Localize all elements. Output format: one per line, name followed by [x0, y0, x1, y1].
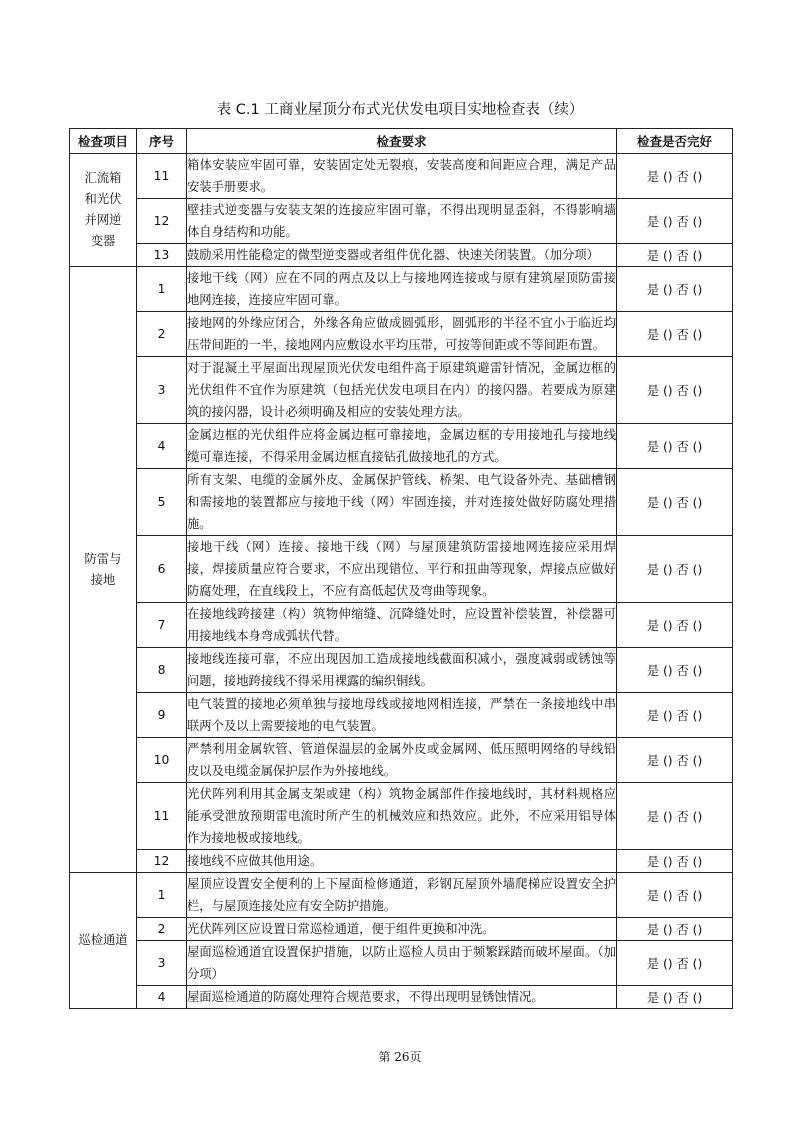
table-row [70, 918, 733, 941]
check-result: 是 () 否 () [617, 918, 733, 941]
requirement-text: 屋顶应设置安全便利的上下屋面检修通道，彩钢瓦屋顶外墙爬梯应设置安全护栏，与屋顶连接处应有安全防护措施。 [187, 873, 617, 918]
row-number: 1 [137, 873, 187, 918]
requirement-text: 壁挂式逆变器与安装支架的连接应牢固可靠，不得出现明显歪斜，不得影响墙体自身结构和功能。 [187, 199, 617, 244]
requirement-text: 接地干线（网）连接、接地干线（网）与屋顶建筑防雷接地网连接应采用焊接，焊接质量应符合要求，不应出现错位、平行和扭曲等现象，焊接点应做好防腐处理，在直线段上，不应有高低起伏及弯曲等现象。 [187, 536, 617, 603]
header-no: 序号 [137, 129, 187, 154]
table-header-row [70, 129, 733, 154]
check-result: 是 () 否 () [617, 693, 733, 738]
row-number: 8 [137, 648, 187, 693]
check-result: 是 () 否 () [617, 244, 733, 267]
requirement-text: 严禁利用金属软管、管道保温层的金属外皮或金属网、低压照明网络的导线铅皮以及电缆金属保护层作为外接地线。 [187, 738, 617, 783]
requirement-text: 接地线连接可靠，不应出现因加工造成接地线截面积减小，强度减弱或锈蚀等问题，接地跨接线不得采用裸露的编织铜线。 [187, 648, 617, 693]
category-label: 汇流箱和光伏并网逆变器 [84, 171, 122, 248]
table-row [70, 312, 733, 357]
check-result: 是 () 否 () [617, 199, 733, 244]
check-result: 是 () 否 () [617, 357, 733, 424]
table-row [70, 738, 733, 783]
table-row [70, 693, 733, 738]
requirement-text: 鼓励采用性能稳定的微型逆变器或者组件优化器、快速关闭装置。（加分项） [187, 244, 617, 267]
requirement-text: 所有支架、电缆的金属外皮、金属保护管线、桥架、电气设备外壳、基础槽钢和需接地的装置都应与接地干线（网）牢固连接，并对连接处做好防腐处理措施。 [187, 469, 617, 536]
requirement-text: 电气装置的接地必须单独与接地母线或接地网相连接，严禁在一条接地线中串联两个及以上需要接地的电气装置。 [187, 693, 617, 738]
table-row [70, 357, 733, 424]
requirement-text: 对于混凝土平屋面出现屋顶光伏发电组件高于原建筑避雷针情况，金属边框的光伏组件不宜作为原建筑（包括光伏发电项目在内）的接闪器。若要成为原建筑的接闪器，设计必须明确及相应的安装处理方法。 [187, 357, 617, 424]
requirement-text: 光伏阵列利用其金属支架或建（构）筑物金属部件作接地线时，其材料规格应能承受泄放预期雷电流时所产生的机械效应和热效应。此外，不应采用铝导体作为接地极或接地线。 [187, 783, 617, 850]
check-result: 是 () 否 () [617, 783, 733, 850]
requirement-text: 屋面巡检通道的防腐处理符合规范要求，不得出现明显锈蚀情况。 [187, 986, 617, 1009]
check-result: 是 () 否 () [617, 536, 733, 603]
row-number: 9 [137, 693, 187, 738]
header-item: 检查项目 [70, 129, 137, 154]
table-row [70, 648, 733, 693]
category-label: 防雷与接地 [84, 551, 122, 587]
check-result: 是 () 否 () [617, 941, 733, 986]
row-number: 11 [137, 783, 187, 850]
check-result: 是 () 否 () [617, 154, 733, 199]
row-number: 3 [137, 357, 187, 424]
check-result: 是 () 否 () [617, 648, 733, 693]
requirement-text: 在接地线跨接建（构）筑物伸缩缝、沉降缝处时，应设置补偿装置，补偿器可用接地线本身弯成弧状代替。 [187, 603, 617, 648]
row-number: 3 [137, 941, 187, 986]
row-number: 12 [137, 850, 187, 873]
header-result: 检查是否完好 [617, 129, 733, 154]
row-number: 7 [137, 603, 187, 648]
row-number: 10 [137, 738, 187, 783]
table-row [70, 783, 733, 850]
category-label: 巡检通道 [78, 933, 128, 947]
check-result: 是 () 否 () [617, 738, 733, 783]
row-number: 11 [137, 154, 187, 199]
page-number: 第 26页 [378, 1050, 422, 1064]
check-result: 是 () 否 () [617, 873, 733, 918]
header-requirement: 检查要求 [187, 129, 617, 154]
table-row [70, 267, 733, 312]
category-cell [70, 873, 137, 1009]
row-number: 2 [137, 918, 187, 941]
requirement-text: 金属边框的光伏组件应将金属边框可靠接地，金属边框的专用接地孔与接地线缆可靠连接，不得采用金属边框直接钻孔做接地孔的方式。 [187, 424, 617, 469]
row-number: 2 [137, 312, 187, 357]
table-row [70, 603, 733, 648]
table-row [70, 850, 733, 873]
table-title: 表 C.1 工商业屋顶分布式光伏发电项目实地检查表（续） [216, 102, 584, 118]
table-row [70, 154, 733, 199]
row-number: 5 [137, 469, 187, 536]
requirement-text: 接地线不应做其他用途。 [187, 850, 617, 873]
check-result: 是 () 否 () [617, 850, 733, 873]
table-row [70, 469, 733, 536]
check-result: 是 () 否 () [617, 312, 733, 357]
check-result: 是 () 否 () [617, 424, 733, 469]
table-row [70, 941, 733, 986]
row-number: 6 [137, 536, 187, 603]
table-row [70, 244, 733, 267]
row-number: 4 [137, 424, 187, 469]
row-number: 4 [137, 986, 187, 1009]
requirement-text: 接地网的外缘应闭合，外缘各角应做成圆弧形，圆弧形的半径不宜小于临近均压带间距的一半，接地网内应敷设水平均压带，可按等间距或不等间距布置。 [187, 312, 617, 357]
table-row [70, 986, 733, 1009]
table-row [70, 199, 733, 244]
check-result: 是 () 否 () [617, 986, 733, 1009]
table-row [70, 873, 733, 918]
row-number: 13 [137, 244, 187, 267]
table-row [70, 536, 733, 603]
category-cell [70, 154, 137, 267]
requirement-text: 箱体安装应牢固可靠，安装固定处无裂痕，安装高度和间距应合理，满足产品安装手册要求。 [187, 154, 617, 199]
requirement-text: 接地干线（网）应在不同的两点及以上与接地网连接或与原有建筑屋顶防雷接地网连接，连接应牢固可靠。 [187, 267, 617, 312]
table-row [70, 424, 733, 469]
check-result: 是 () 否 () [617, 469, 733, 536]
row-number: 12 [137, 199, 187, 244]
check-result: 是 () 否 () [617, 603, 733, 648]
category-cell [70, 267, 137, 873]
requirement-text: 屋面巡检通道宜设置保护措施，以防止巡检人员由于频繁踩踏而破坏屋面。（加分项） [187, 941, 617, 986]
requirement-text: 光伏阵列区应设置日常巡检通道，便于组件更换和冲洗。 [187, 918, 617, 941]
check-result: 是 () 否 () [617, 267, 733, 312]
row-number: 1 [137, 267, 187, 312]
inspection-table [69, 128, 733, 1009]
table-body [70, 154, 733, 1009]
